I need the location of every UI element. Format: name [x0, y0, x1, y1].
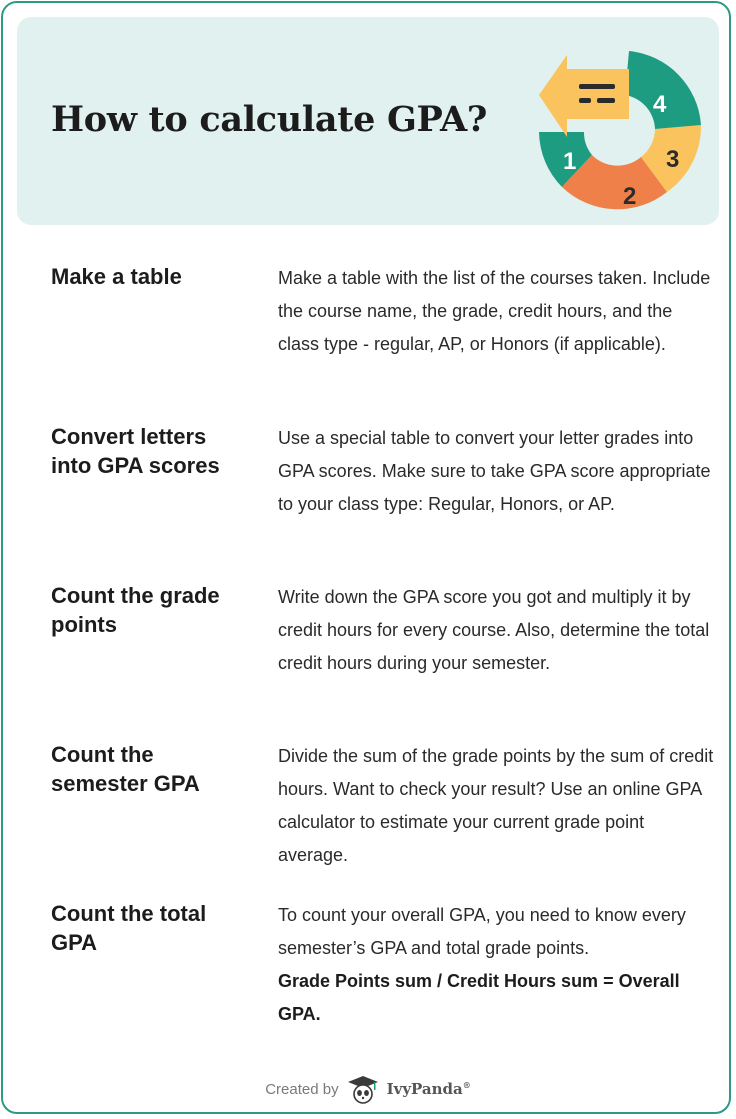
step-title: Make a table	[51, 264, 182, 289]
step-description: Use a special table to convert your letter grades into GPA scores. Make sure to take GPA score appropriate to your class type: Regular, Honors, or AP.	[278, 428, 711, 514]
step-title: Count the grade points	[51, 583, 220, 637]
cycle-number-3: 3	[666, 146, 680, 173]
panda-graduation-cap-icon	[347, 1074, 379, 1104]
footer-credit	[0, 1073, 736, 1105]
cycle-arrow	[539, 55, 629, 137]
created-by-label: Created by	[265, 1080, 339, 1098]
step-description	[278, 899, 718, 1031]
gpa-formula: Grade Points sum / Credit Hours sum = Overall GPA.	[278, 971, 680, 1024]
step-description: Make a table with the list of the courses taken. Include the course name, the grade, credit hours, and the class type - regular, AP, or Honors (if applicable).	[278, 268, 711, 354]
step-title: Count the semester GPA	[51, 742, 200, 796]
header-banner	[17, 17, 719, 225]
ivypanda-brand: IvyPanda®	[386, 1080, 471, 1098]
step-title: Convert letters into GPA scores	[51, 424, 220, 478]
cycle-number-2: 2	[623, 183, 637, 210]
step-description-text: To count your overall GPA, you need to know every semester’s GPA and total grade points.	[278, 905, 686, 958]
step-title: Count the total GPA	[51, 901, 207, 955]
step-description: Write down the GPA score you got and multiply it by credit hours for every course. Also, determine the total credit hours during your semester.	[278, 587, 710, 673]
page-title: How to calculate GPA?	[51, 99, 488, 140]
gpa-cycle-icon	[529, 37, 709, 227]
step-description: Divide the sum of the grade points by the sum of credit hours. Want to check your result? Use an online GPA calculator to estimate your current grade point average.	[278, 746, 714, 865]
cycle-number-1: 1	[563, 148, 577, 175]
cycle-number-4: 4	[653, 91, 667, 118]
